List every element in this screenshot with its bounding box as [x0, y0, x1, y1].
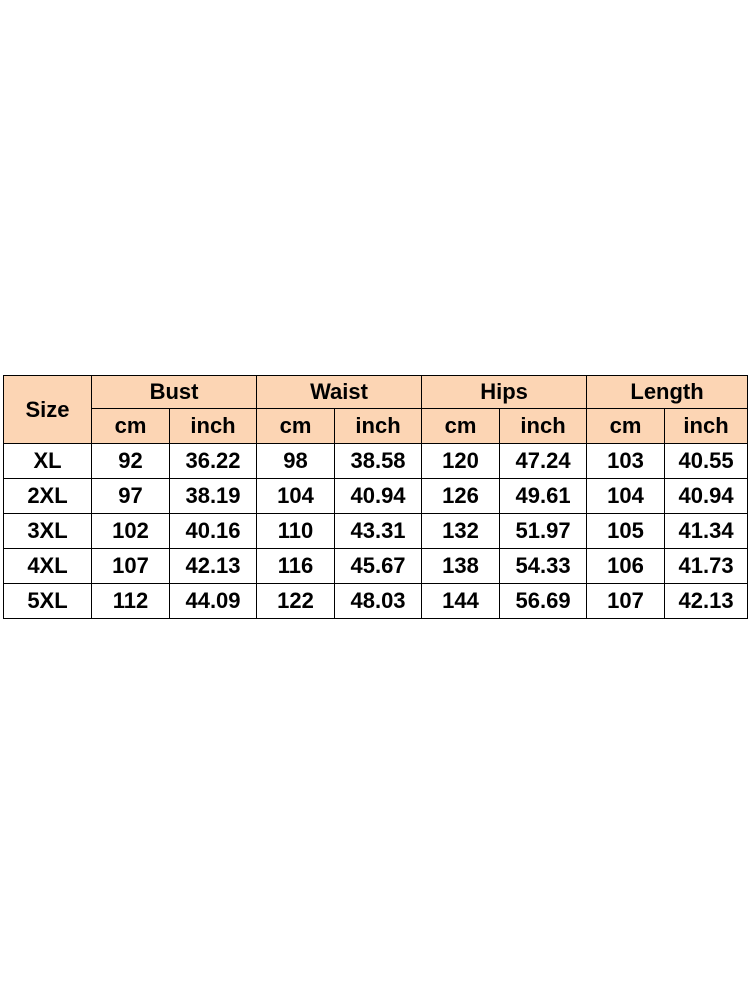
- header-group-row: [4, 376, 748, 409]
- waist-header: Waist: [257, 376, 422, 409]
- table-cell: 126: [422, 479, 500, 514]
- table-cell: 107: [587, 584, 665, 619]
- table-cell: 47.24: [500, 444, 587, 479]
- table-cell: 98: [257, 444, 335, 479]
- bust-header: Bust: [92, 376, 257, 409]
- table-cell: 48.03: [335, 584, 422, 619]
- table-cell: 40.94: [335, 479, 422, 514]
- table-cell: 38.58: [335, 444, 422, 479]
- table-cell: 107: [92, 549, 170, 584]
- table-cell: 102: [92, 514, 170, 549]
- table-cell: 97: [92, 479, 170, 514]
- table-cell: 106: [587, 549, 665, 584]
- table-row: [4, 514, 748, 549]
- unit-header: cm: [587, 409, 665, 444]
- table-cell: 51.97: [500, 514, 587, 549]
- table-cell: 110: [257, 514, 335, 549]
- unit-header: inch: [665, 409, 748, 444]
- unit-header: cm: [257, 409, 335, 444]
- table-cell: 56.69: [500, 584, 587, 619]
- size-cell: 3XL: [4, 514, 92, 549]
- table-cell: 41.73: [665, 549, 748, 584]
- table-row: [4, 584, 748, 619]
- table-cell: 103: [587, 444, 665, 479]
- table-row: [4, 479, 748, 514]
- table-cell: 54.33: [500, 549, 587, 584]
- table-cell: 104: [587, 479, 665, 514]
- table-cell: 144: [422, 584, 500, 619]
- table-cell: 38.19: [170, 479, 257, 514]
- table-cell: 92: [92, 444, 170, 479]
- table-cell: 116: [257, 549, 335, 584]
- hips-header: Hips: [422, 376, 587, 409]
- table-cell: 138: [422, 549, 500, 584]
- table-cell: 42.13: [665, 584, 748, 619]
- size-chart-table: [3, 375, 748, 619]
- size-cell: XL: [4, 444, 92, 479]
- table-cell: 36.22: [170, 444, 257, 479]
- size-cell: 2XL: [4, 479, 92, 514]
- table-cell: 45.67: [335, 549, 422, 584]
- table-cell: 105: [587, 514, 665, 549]
- size-header: Size: [4, 376, 92, 444]
- table-cell: 40.16: [170, 514, 257, 549]
- header-unit-row: [4, 409, 748, 444]
- table-cell: 104: [257, 479, 335, 514]
- unit-header: cm: [92, 409, 170, 444]
- table-cell: 132: [422, 514, 500, 549]
- unit-header: cm: [422, 409, 500, 444]
- table-cell: 112: [92, 584, 170, 619]
- size-cell: 5XL: [4, 584, 92, 619]
- table-cell: 44.09: [170, 584, 257, 619]
- table-cell: 40.94: [665, 479, 748, 514]
- table-cell: 122: [257, 584, 335, 619]
- length-header: Length: [587, 376, 748, 409]
- unit-header: inch: [170, 409, 257, 444]
- table-row: [4, 549, 748, 584]
- unit-header: inch: [500, 409, 587, 444]
- table-cell: 43.31: [335, 514, 422, 549]
- table-cell: 40.55: [665, 444, 748, 479]
- table-cell: 42.13: [170, 549, 257, 584]
- size-cell: 4XL: [4, 549, 92, 584]
- table-cell: 49.61: [500, 479, 587, 514]
- table-row: [4, 444, 748, 479]
- unit-header: inch: [335, 409, 422, 444]
- table-cell: 120: [422, 444, 500, 479]
- table-cell: 41.34: [665, 514, 748, 549]
